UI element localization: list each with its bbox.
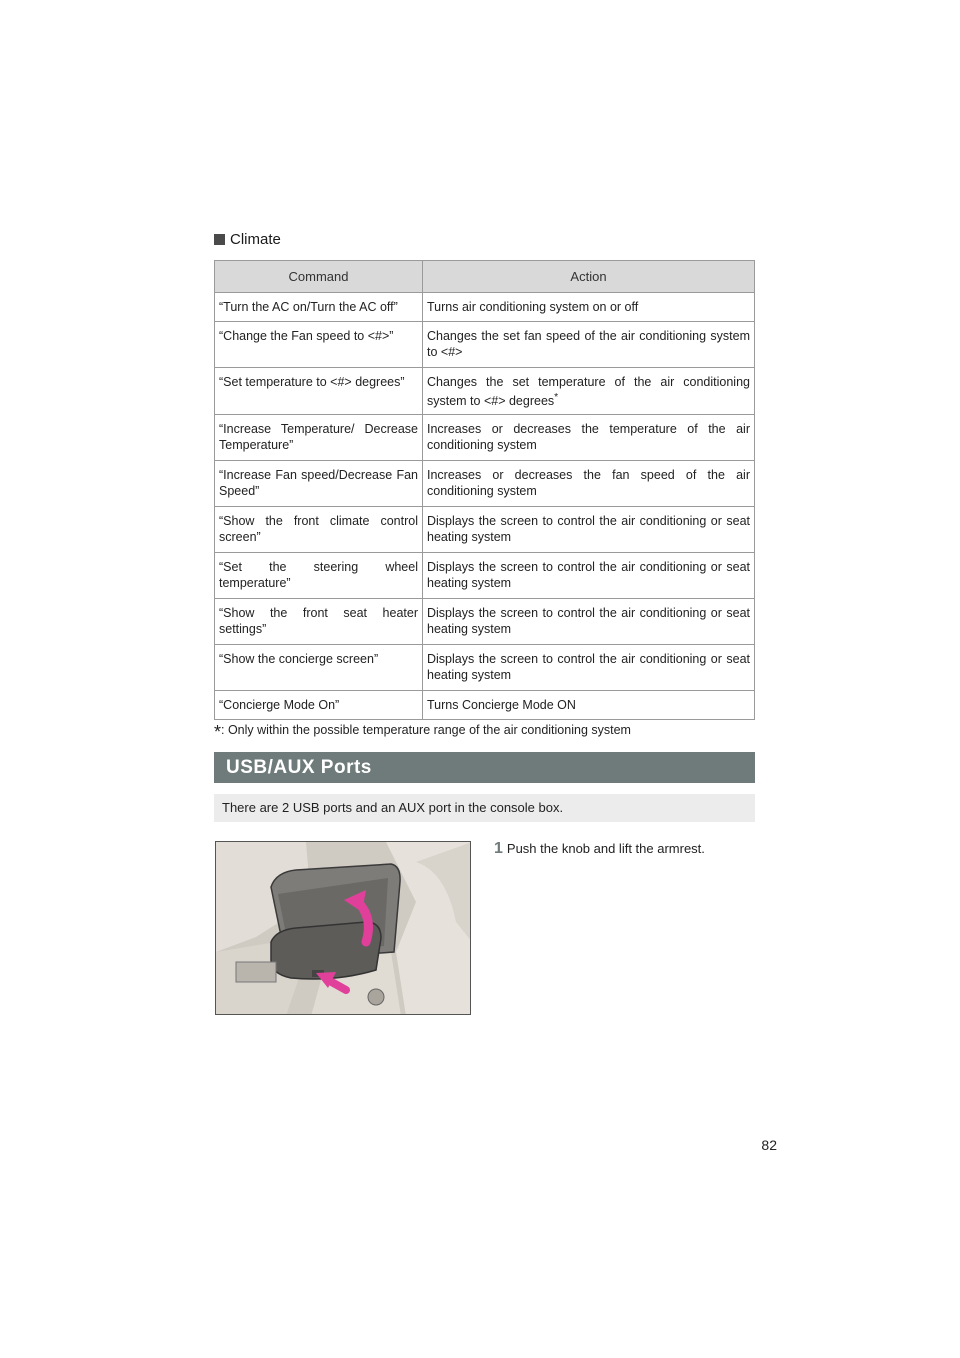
command-cell: “Show the front seat heater settings” xyxy=(215,599,423,645)
page-number: 82 xyxy=(761,1137,777,1153)
table-row xyxy=(215,599,755,645)
action-cell: Displays the screen to control the air conditioning or seat heating system xyxy=(423,645,755,691)
action-cell: Turns Concierge Mode ON xyxy=(423,691,755,720)
action-cell xyxy=(423,368,755,415)
table-row xyxy=(215,293,755,322)
action-cell: Changes the set fan speed of the air conditioning system to <#> xyxy=(423,322,755,368)
footnote xyxy=(214,722,631,743)
command-cell: “Show the concierge screen” xyxy=(215,645,423,691)
step-text: Push the knob and lift the armrest. xyxy=(506,841,705,856)
table-row xyxy=(215,507,755,553)
table-row xyxy=(215,553,755,599)
footnote-star: * xyxy=(214,722,222,742)
table-row xyxy=(215,645,755,691)
square-bullet-icon xyxy=(214,234,225,245)
header-command: Command xyxy=(215,261,423,293)
table-row xyxy=(215,691,755,720)
action-cell: Increases or decreases the fan speed of the air conditioning system xyxy=(423,461,755,507)
usb-aux-banner: USB/AUX Ports xyxy=(214,752,755,783)
voice-command-table xyxy=(214,260,755,720)
action-cell: Turns air conditioning system on or off xyxy=(423,293,755,322)
action-cell: Increases or decreases the temperature of the air conditioning system xyxy=(423,415,755,461)
armrest-drawing xyxy=(216,842,471,1015)
action-cell: Displays the screen to control the air conditioning or seat heating system xyxy=(423,507,755,553)
table-row xyxy=(215,322,755,368)
step-number: 1 xyxy=(494,840,503,857)
command-cell: “Set the steering wheel temperature” xyxy=(215,553,423,599)
command-cell: “Change the Fan speed to <#>” xyxy=(215,322,423,368)
table-header-row xyxy=(215,261,755,293)
command-cell: “Set temperature to <#> degrees” xyxy=(215,368,423,415)
usb-intro: There are 2 USB ports and an AUX port in the console box. xyxy=(214,794,755,822)
table-row xyxy=(215,415,755,461)
action-cell: Displays the screen to control the air conditioning or seat heating system xyxy=(423,599,755,645)
table-row xyxy=(215,461,755,507)
action-cell: Displays the screen to control the air conditioning or seat heating system xyxy=(423,553,755,599)
section-heading xyxy=(214,231,281,248)
section-title: Climate xyxy=(230,231,281,248)
footnote-mark: * xyxy=(554,392,559,403)
command-cell: “Show the front climate control screen” xyxy=(215,507,423,553)
footnote-text: : Only within the possible temperature range of the air conditioning system xyxy=(221,723,631,737)
step-1 xyxy=(494,840,705,858)
command-cell: “Concierge Mode On” xyxy=(215,691,423,720)
command-cell: “Turn the AC on/Turn the AC off” xyxy=(215,293,423,322)
command-cell: “Increase Temperature/ Decrease Temperature” xyxy=(215,415,423,461)
command-cell: “Increase Fan speed/Decrease Fan Speed” xyxy=(215,461,423,507)
action-text: Changes the set temperature of the air conditioning system to <#> degrees xyxy=(427,375,750,409)
header-action: Action xyxy=(423,261,755,293)
armrest-illustration xyxy=(215,841,471,1015)
table-row xyxy=(215,368,755,415)
